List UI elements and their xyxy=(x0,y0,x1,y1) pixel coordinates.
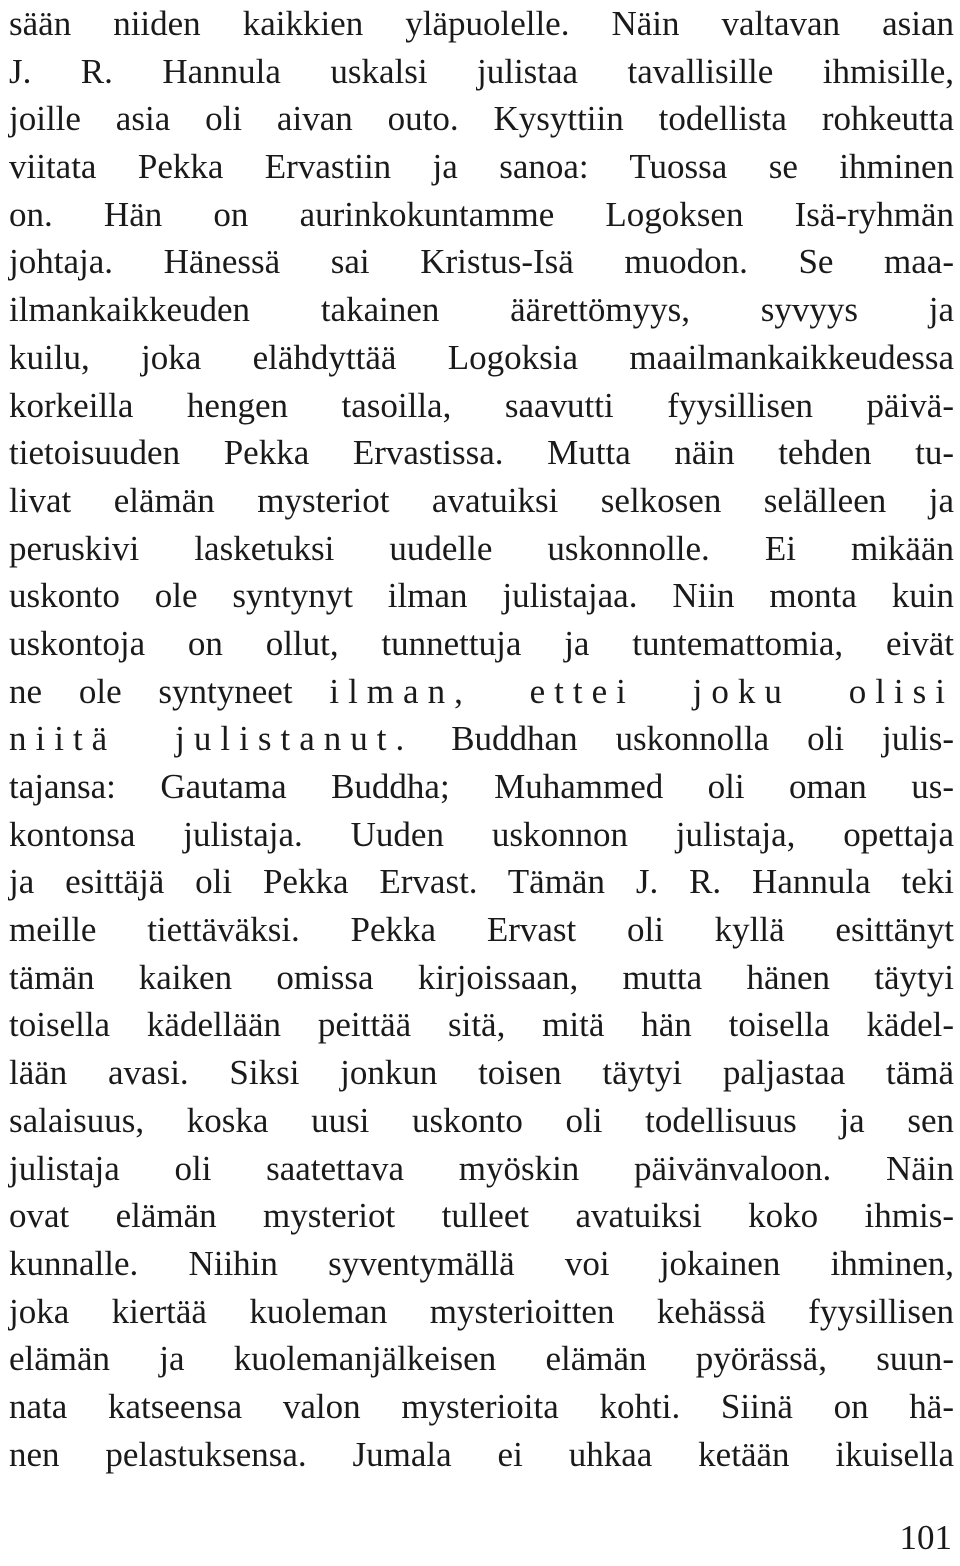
text-line: uskontoja on ollut, tunnettuja ja tuntemattomia, eivät xyxy=(9,623,954,663)
text-line: toisella kädellään peittää sitä, mitä hän toisella kädel- xyxy=(9,1005,954,1045)
text-line: joille asia oli aivan outo. Kysyttiin todellista rohkeutta xyxy=(9,99,954,139)
text-line: elämän ja kuolemanjälkeisen elämän pyörässä, suun- xyxy=(9,1339,954,1379)
text-line: meille tiettäväksi. Pekka Ervast oli kyllä esittänyt xyxy=(9,910,954,950)
text-line: kunnalle. Niihin syventymällä voi jokainen ihminen, xyxy=(9,1243,954,1283)
emphasized-text: niitä julistanut. xyxy=(9,719,414,759)
text-line: on. Hän on aurinkokuntamme Logoksen Isä-ryhmän xyxy=(9,194,954,234)
text-line: nata katseensa valon mysterioita kohti. Siinä on hä- xyxy=(9,1386,954,1426)
text-line: ovat elämän mysteriot tulleet avatuiksi koko ihmis- xyxy=(9,1196,954,1236)
text-line: tietoisuuden Pekka Ervastissa. Mutta näin tehden tu- xyxy=(9,433,954,473)
text-line: viitata Pekka Ervastiin ja sanoa: Tuossa se ihminen xyxy=(9,147,954,187)
body-text xyxy=(9,0,954,1478)
text-line: johtaja. Hänessä sai Kristus-Isä muodon. Se maa- xyxy=(9,242,954,282)
text-line xyxy=(9,715,954,763)
text-segment: Buddhan uskonnolla oli julis- xyxy=(451,719,955,759)
text-line: nen pelastuksensa. Jumala ei uhkaa ketään ikuisella xyxy=(9,1434,954,1474)
text-line: livat elämän mysteriot avatuiksi selkosen selälleen ja xyxy=(9,480,954,520)
text-line: joka kiertää kuoleman mysterioitten kehässä fyysillisen xyxy=(9,1291,954,1331)
text-line: ja esittäjä oli Pekka Ervast. Tämän J. R. Hannula teki xyxy=(9,862,954,902)
text-segment: ne ole syntyneet xyxy=(9,671,293,711)
text-line xyxy=(9,668,954,716)
text-line: tämän kaiken omissa kirjoissaan, mutta hänen täytyi xyxy=(9,957,954,997)
text-line: korkeilla hengen tasoilla, saavutti fyysillisen päivä- xyxy=(9,385,954,425)
text-line: J. R. Hannula uskalsi julistaa tavallisille ihmisille, xyxy=(9,51,954,91)
text-line: kontonsa julistaja. Uuden uskonnon julistaja, opettaja xyxy=(9,814,954,854)
text-line: julistaja oli saatettava myöskin päivänvaloon. Näin xyxy=(9,1148,954,1188)
text-line: peruskivi lasketuksi uudelle uskonnolle. Ei mikään xyxy=(9,528,954,568)
text-line: salaisuus, koska uusi uskonto oli todellisuus ja sen xyxy=(9,1100,954,1140)
text-line: sään niiden kaikkien yläpuolelle. Näin valtavan asian xyxy=(9,4,954,43)
text-line: ilmankaikkeuden takainen äärettömyys, syvyys ja xyxy=(9,290,954,330)
page-number: 101 xyxy=(899,1518,952,1557)
text-line: lään avasi. Siksi jonkun toisen täytyi paljastaa tämä xyxy=(9,1053,954,1093)
emphasized-text: ilman, ettei joku olisi xyxy=(329,671,954,711)
text-line: kuilu, joka elähdyttää Logoksia maailmankaikkeudessa xyxy=(9,337,954,377)
text-line: uskonto ole syntynyt ilman julistajaa. Niin monta kuin xyxy=(9,576,954,616)
text-line: tajansa: Gautama Buddha; Muhammed oli oman us- xyxy=(9,767,954,806)
